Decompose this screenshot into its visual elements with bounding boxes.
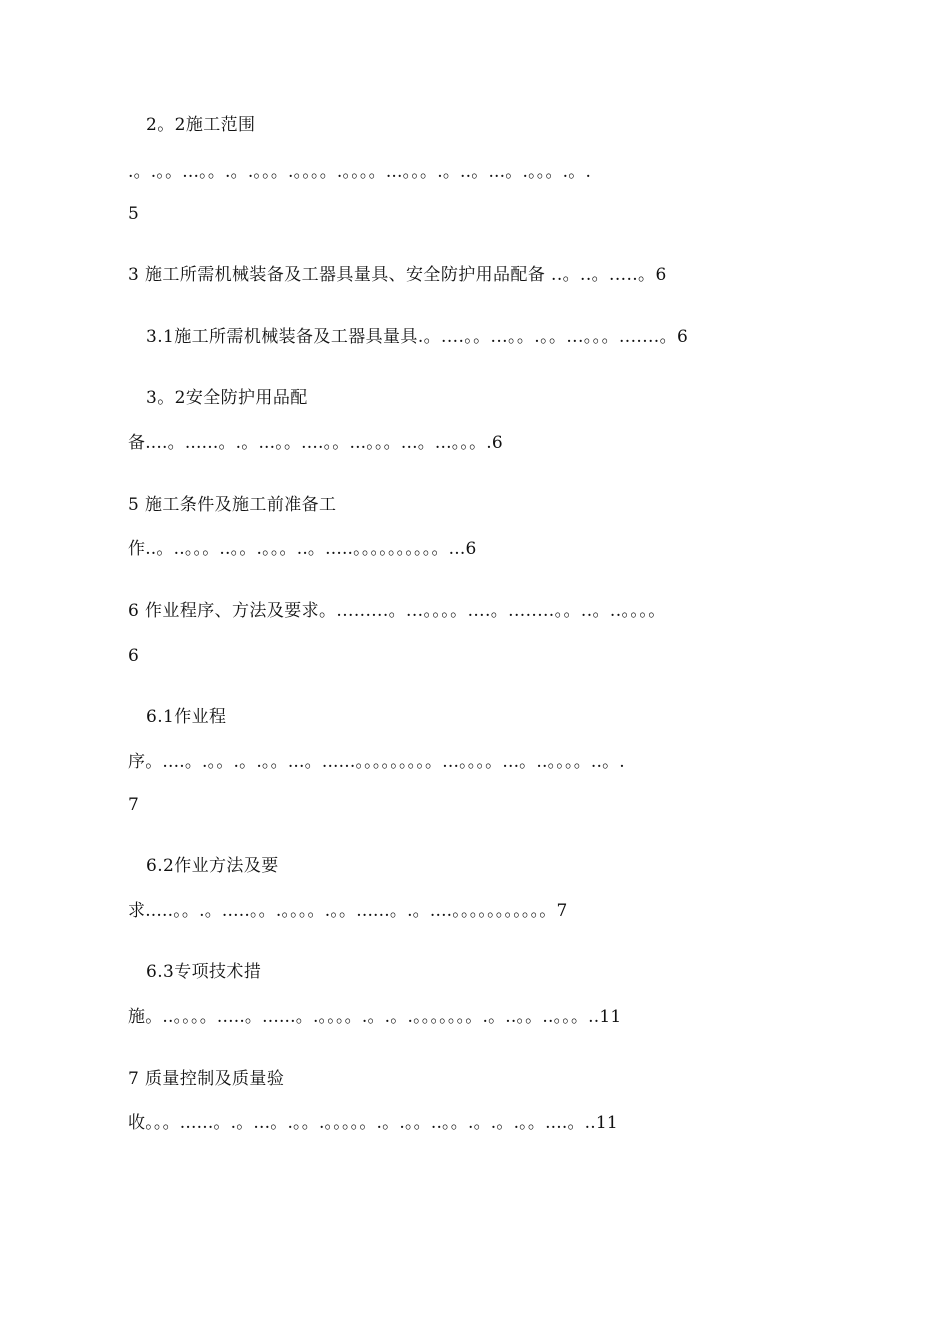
- toc-entry-7-title: 7 质量控制及质量验: [128, 1069, 285, 1089]
- toc-entry-6-1-title: 6.1作业程: [146, 707, 227, 727]
- toc-entry-6-page: 6: [128, 646, 140, 666]
- toc-entry-2-2-page: 5: [128, 204, 140, 224]
- toc-entry-3-2-leader: 备....。......。.。...。。....。。...。。。...。...。。。.6: [128, 433, 503, 453]
- toc-entry-3-1: 3.1施工所需机械装备及工器具量具.。....。。...。。.。。...。。。.......。6: [146, 327, 689, 347]
- toc-entry-6-1-leader: 序。....。.。。.。.。。...。......。。。。。。。。。...。。。。...。..。。。。..。.: [128, 752, 625, 772]
- toc-entry-6-2-title: 6.2作业方法及要: [146, 856, 279, 876]
- toc-entry-2-2-title: 2。2施工范围: [146, 115, 256, 135]
- toc-entry-7-leader: 收。。。......。.。...。.。。.。。。。。.。.。。..。。.。.。.。。....。..11: [128, 1113, 618, 1133]
- toc-entry-6-3-leader: 施。..。。。。.....。......。.。。。。.。.。.。。。。。。。.。..。。..。。。..11: [128, 1007, 622, 1027]
- toc-entry-2-2-leader: .。.。。...。。.。.。。。.。。。。.。。。。...。。。.。..。...。.。。。.。.: [128, 162, 592, 182]
- toc-entry-3-2-title: 3。2安全防护用品配: [146, 388, 308, 408]
- toc-entry-5-title: 5 施工条件及施工前准备工: [128, 495, 337, 515]
- toc-entry-3: 3 施工所需机械装备及工器具量具、安全防护用品配备 ..。..。.....。6: [128, 265, 667, 285]
- toc-entry-6-1-page: 7: [128, 795, 140, 815]
- toc-entry-6-line: 6 作业程序、方法及要求。.........。...。。。。....。........。。..。..。。。。: [128, 601, 666, 621]
- toc-entry-6-2-leader: 求.....。。.。.....。。.。。。。.。。......。.。....。。。。。。。。。。。7: [128, 901, 568, 921]
- toc-entry-5-leader: 作..。..。。。..。。.。。。..。.....。。。。。。。。。。...6: [128, 539, 477, 559]
- toc-entry-6-3-title: 6.3专项技术措: [146, 962, 262, 982]
